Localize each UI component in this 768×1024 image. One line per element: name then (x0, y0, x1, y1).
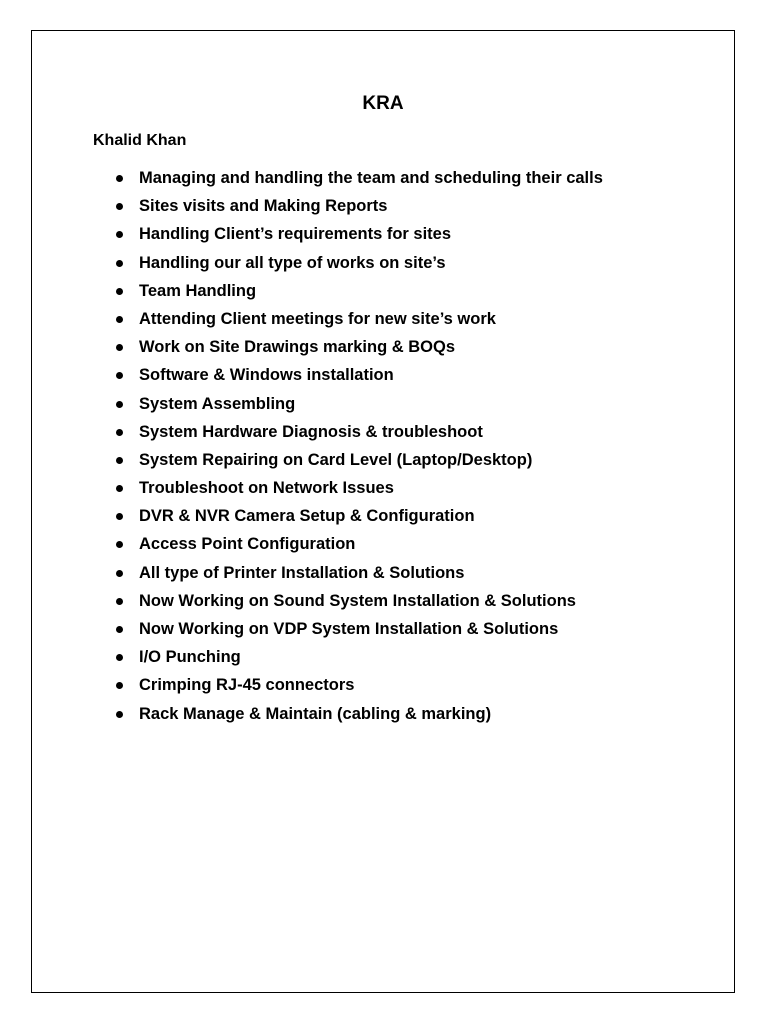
list-item-text: Sites visits and Making Reports (139, 197, 388, 216)
list-item (116, 220, 603, 248)
list-item-text: Now Working on Sound System Installation & Solutions (139, 591, 576, 610)
list-item (116, 474, 603, 502)
list-item (116, 530, 603, 558)
bullet-icon (116, 541, 123, 548)
document-title: KRA (362, 93, 404, 114)
bullet-icon (116, 513, 123, 520)
list-item (116, 671, 603, 699)
list-item-text: Rack Manage & Maintain (cabling & marking) (139, 704, 492, 723)
bullet-icon (116, 288, 123, 295)
list-item (116, 305, 603, 333)
list-item (116, 418, 603, 446)
list-item (116, 700, 603, 728)
list-item (116, 502, 603, 530)
bullet-icon (116, 372, 123, 379)
bullet-icon (116, 203, 123, 210)
list-item-text: Work on Site Drawings marking & BOQs (139, 338, 456, 357)
bullet-icon (116, 175, 123, 182)
list-item (116, 390, 603, 418)
list-item-text: Handling our all type of works on site’s (139, 253, 446, 272)
list-item-text: All type of Printer Installation & Solutions (139, 563, 465, 582)
list-item-text: Now Working on VDP System Installation & Solutions (139, 620, 559, 638)
bullet-icon (116, 626, 123, 633)
list-item-text: Crimping RJ-45 connectors (139, 676, 355, 695)
bullet-icon (116, 231, 123, 238)
list-item (116, 559, 603, 587)
list-item-text: Access Point Configuration (139, 535, 356, 554)
employee-name: Khalid Khan (93, 132, 187, 149)
list-item (116, 643, 603, 671)
kra-list (116, 164, 603, 728)
list-item (116, 277, 603, 305)
list-item (116, 192, 603, 220)
bullet-icon (116, 429, 123, 436)
bullet-icon (116, 316, 123, 323)
bullet-icon (116, 457, 123, 464)
bullet-icon (116, 485, 123, 492)
list-item-text: Managing and handling the team and scheduling their calls (139, 169, 603, 187)
list-item-text: System Assembling (139, 394, 296, 413)
bullet-icon (116, 260, 123, 267)
bullet-icon (116, 598, 123, 605)
list-item (116, 615, 603, 643)
bullet-icon (116, 401, 123, 408)
bullet-icon (116, 711, 123, 718)
bullet-icon (116, 682, 123, 689)
list-item-text: DVR & NVR Camera Setup & Configuration (139, 507, 475, 526)
list-item (116, 333, 603, 361)
list-item (116, 164, 603, 192)
list-item (116, 446, 603, 474)
bullet-icon (116, 344, 123, 351)
list-item-text: System Hardware Diagnosis & troubleshoot (139, 422, 483, 441)
list-item-text: Team Handling (139, 281, 257, 300)
list-item-text: Attending Client meetings for new site’s work (139, 309, 496, 328)
list-item-text: I/O Punching (139, 648, 241, 667)
list-item (116, 587, 603, 615)
list-item (116, 249, 603, 277)
bullet-icon (116, 570, 123, 577)
list-item-text: Software & Windows installation (139, 366, 394, 385)
list-item-text: System Repairing on Card Level (Laptop/Desktop) (139, 450, 533, 469)
list-item-text: Troubleshoot on Network Issues (139, 479, 394, 498)
bullet-icon (116, 654, 123, 661)
list-item-text: Handling Client’s requirements for sites (139, 225, 452, 244)
list-item (116, 361, 603, 389)
